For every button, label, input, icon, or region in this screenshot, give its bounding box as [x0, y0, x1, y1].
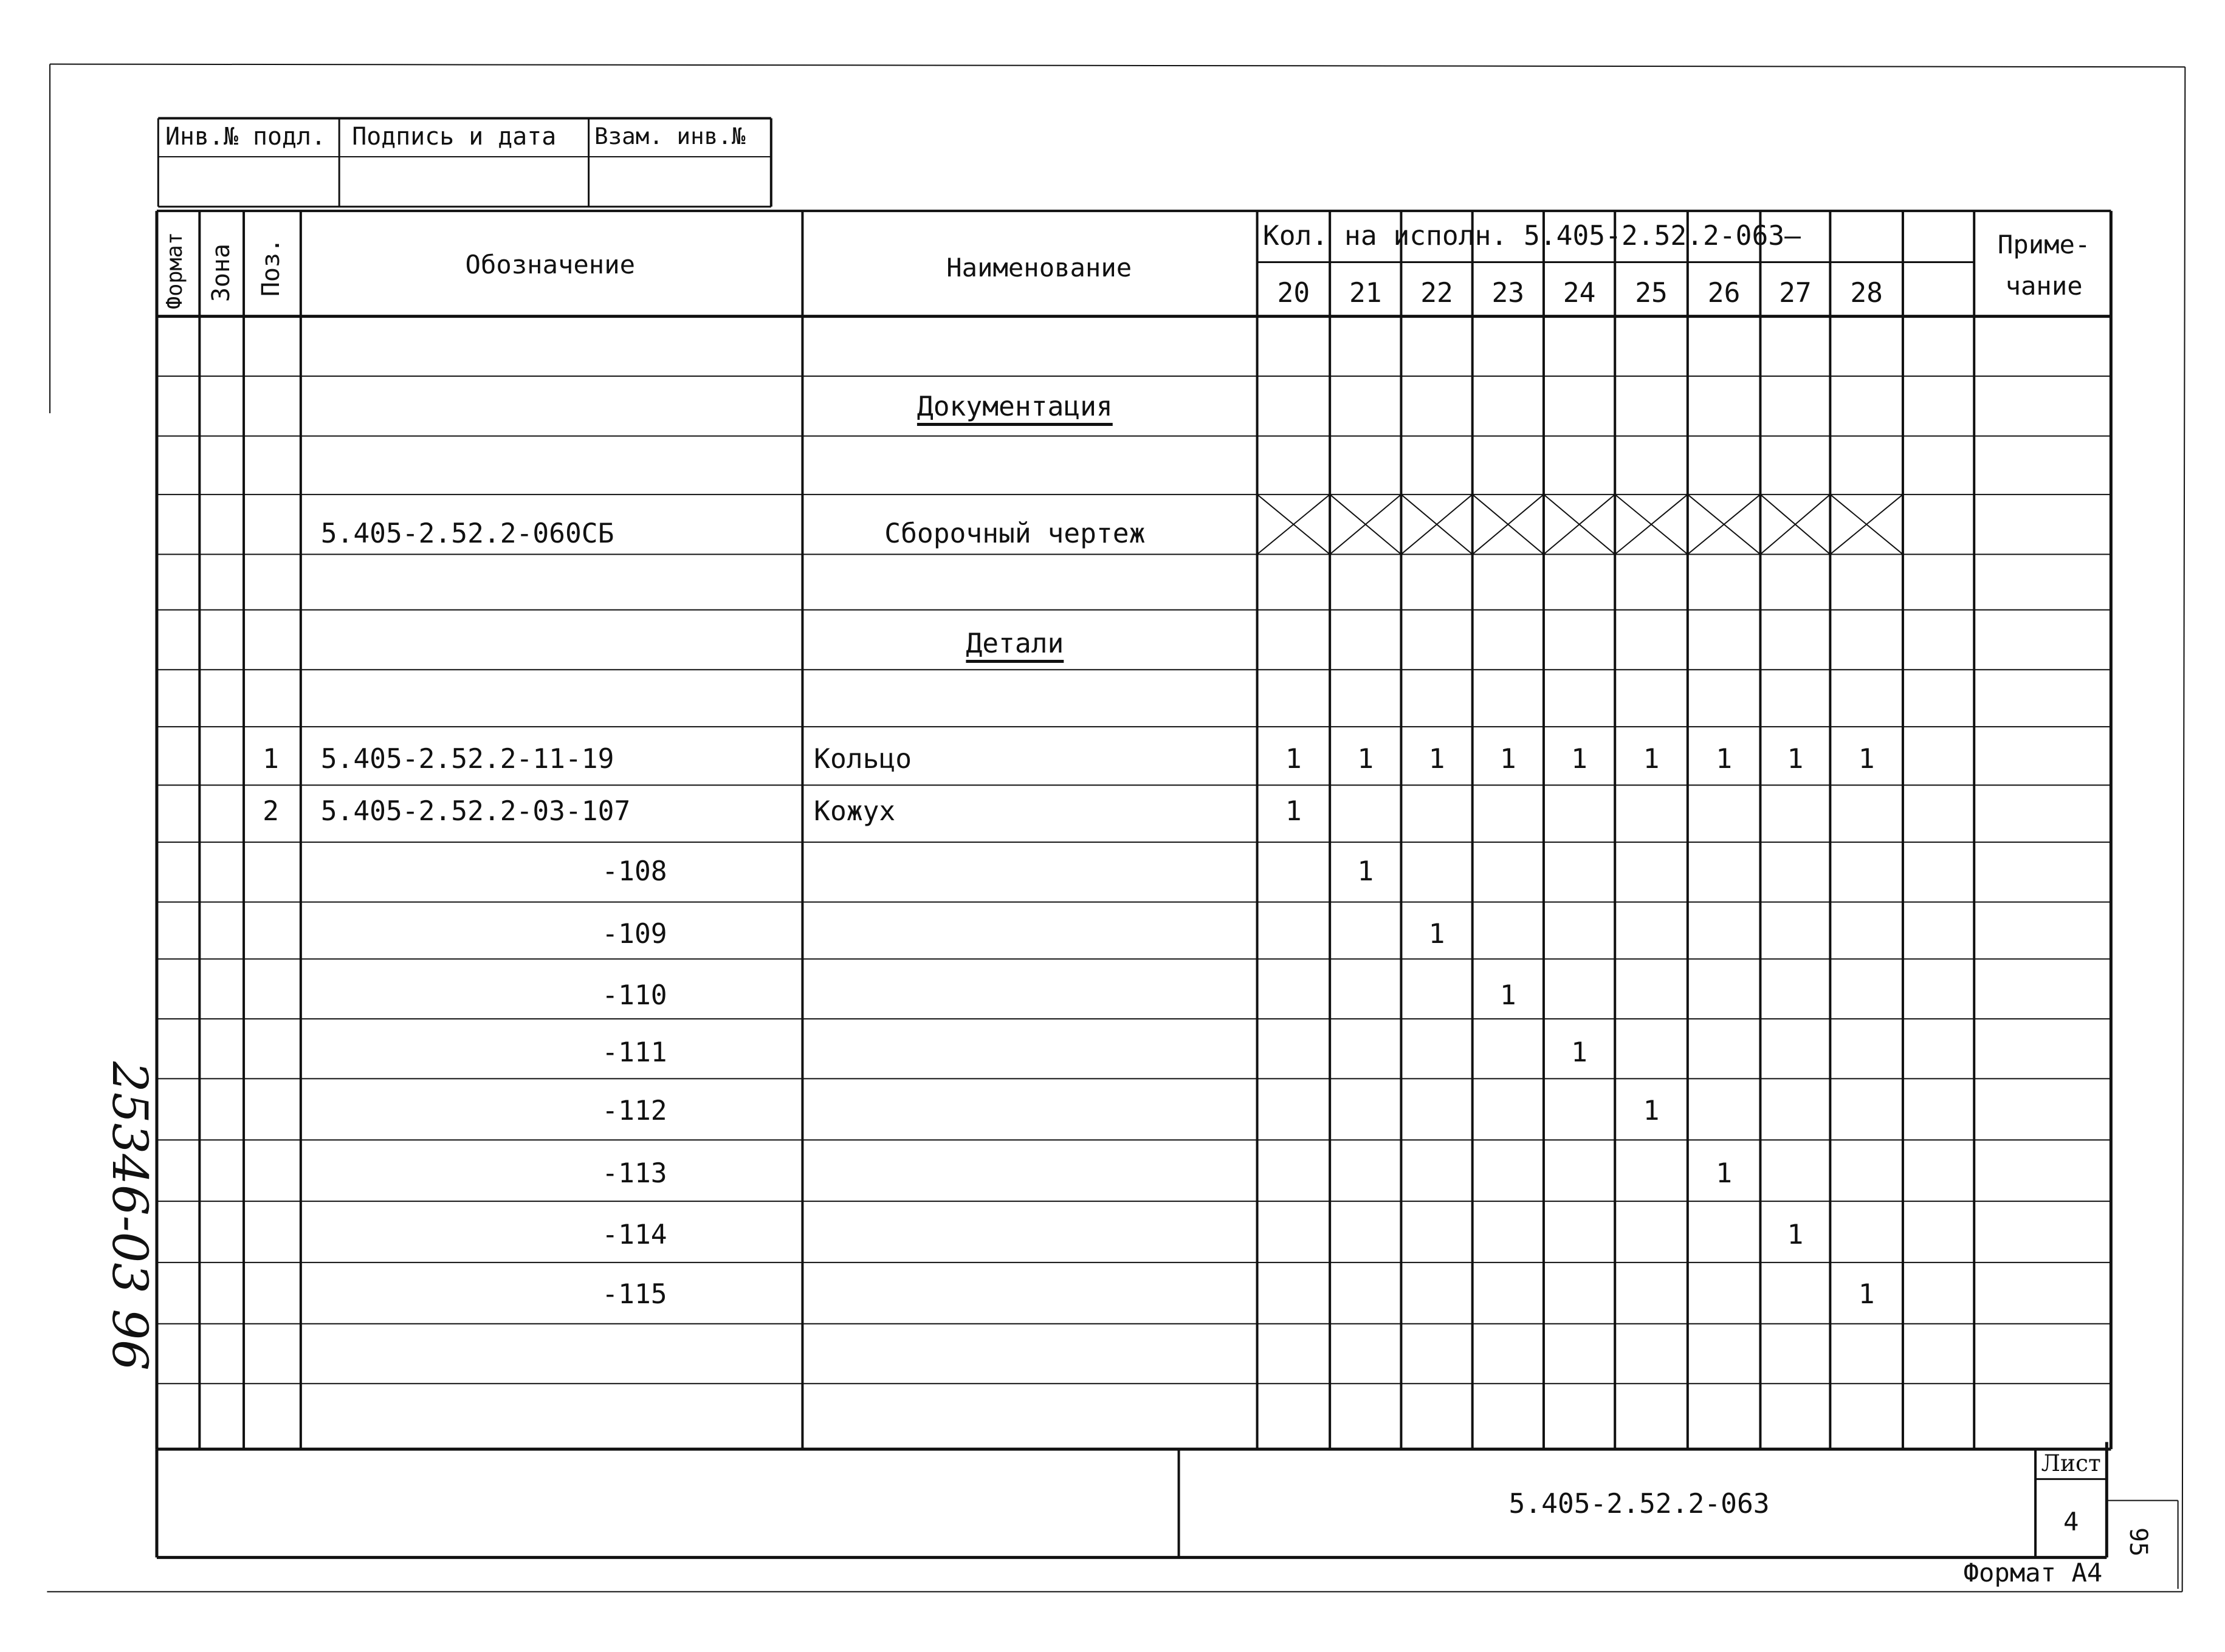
- designation-cell: -114: [602, 1218, 667, 1250]
- designation-cell: -108: [602, 855, 667, 887]
- qty-cell: 1: [1858, 1278, 1875, 1311]
- qty-cell: 1: [1643, 742, 1660, 775]
- qty-cell: 1: [1357, 742, 1374, 775]
- sheet-label: Лист: [2041, 1449, 2101, 1476]
- header-format: Формат: [162, 231, 187, 309]
- designation-cell: -111: [602, 1036, 667, 1068]
- header-oboznachenie: Обозначение: [465, 250, 636, 280]
- designation-cell: 5.405-2.52.2-060СБ: [320, 518, 614, 550]
- name-cell: Кожух: [814, 795, 896, 828]
- designation-cell: -115: [602, 1278, 667, 1311]
- stamp-vzam-inv: Взам. инв.№: [594, 123, 746, 150]
- qty-cell: 1: [1716, 742, 1733, 775]
- variant-number: 22: [1420, 276, 1453, 309]
- header-primechanie: Приме-: [1997, 230, 2091, 260]
- qty-cell: 1: [1571, 1036, 1587, 1068]
- name-cell: Сборочный чертеж: [884, 518, 1146, 550]
- header-kol: Кол. на исполн. 5.405-2.52.2-063—: [1262, 219, 1801, 252]
- stamp-inv-podl: Инв.№ подл.: [165, 123, 326, 151]
- poz-cell: 2: [263, 795, 280, 828]
- qty-cell: 1: [1571, 742, 1587, 775]
- designation-cell: -109: [602, 918, 667, 950]
- designation-cell: -113: [602, 1157, 667, 1190]
- designation-cell: 5.405-2.52.2-03-107: [320, 795, 631, 828]
- name-cell: Кольцо: [814, 742, 912, 775]
- header-naimenovanie: Наименование: [946, 252, 1132, 283]
- qty-cell: 1: [1499, 742, 1516, 775]
- header-zona: Зона: [207, 244, 235, 303]
- designation-cell: -112: [602, 1094, 667, 1126]
- doc-designation: 5.405-2.52.2-063: [1508, 1488, 1770, 1520]
- sheet-number: 4: [2063, 1506, 2079, 1537]
- section-details: Детали: [966, 627, 1064, 659]
- qty-cell: 1: [1428, 742, 1445, 775]
- qty-cell: 1: [1499, 979, 1516, 1011]
- page-border-top: [50, 64, 2185, 67]
- poz-cell: 1: [263, 742, 280, 775]
- variant-number: 27: [1779, 276, 1812, 309]
- qty-cell: 1: [1285, 795, 1302, 828]
- format-label: Формат А4: [1963, 1558, 2103, 1588]
- qty-cell: 1: [1787, 1218, 1804, 1250]
- designation-cell: 5.405-2.52.2-11-19: [320, 742, 614, 775]
- header-poz: Поз.: [256, 238, 285, 296]
- variant-number: 23: [1491, 276, 1525, 309]
- qty-cell: 1: [1643, 1094, 1660, 1126]
- designation-cell: -110: [602, 979, 667, 1011]
- page-border-right: [2182, 67, 2185, 1591]
- variant-number: 25: [1635, 276, 1668, 309]
- page-number: 95: [2124, 1527, 2152, 1557]
- handwritten-archive-number: 25346-03 96: [101, 1061, 159, 1371]
- header-primechanie: чание: [2005, 271, 2083, 301]
- qty-cell: 1: [1787, 742, 1804, 775]
- qty-cell: 1: [1285, 742, 1302, 775]
- section-documentation: Документация: [916, 391, 1113, 423]
- qty-cell: 1: [1858, 742, 1875, 775]
- qty-cell: 1: [1357, 855, 1374, 887]
- qty-cell: 1: [1428, 918, 1445, 950]
- variant-number: 24: [1563, 276, 1596, 309]
- variant-number: 20: [1277, 276, 1310, 309]
- stamp-podpis-data: Подпись и дата: [352, 123, 557, 151]
- variant-number: 21: [1349, 276, 1382, 309]
- variant-number: 26: [1707, 276, 1741, 309]
- qty-cell: 1: [1716, 1157, 1733, 1190]
- variant-number: 28: [1850, 276, 1883, 309]
